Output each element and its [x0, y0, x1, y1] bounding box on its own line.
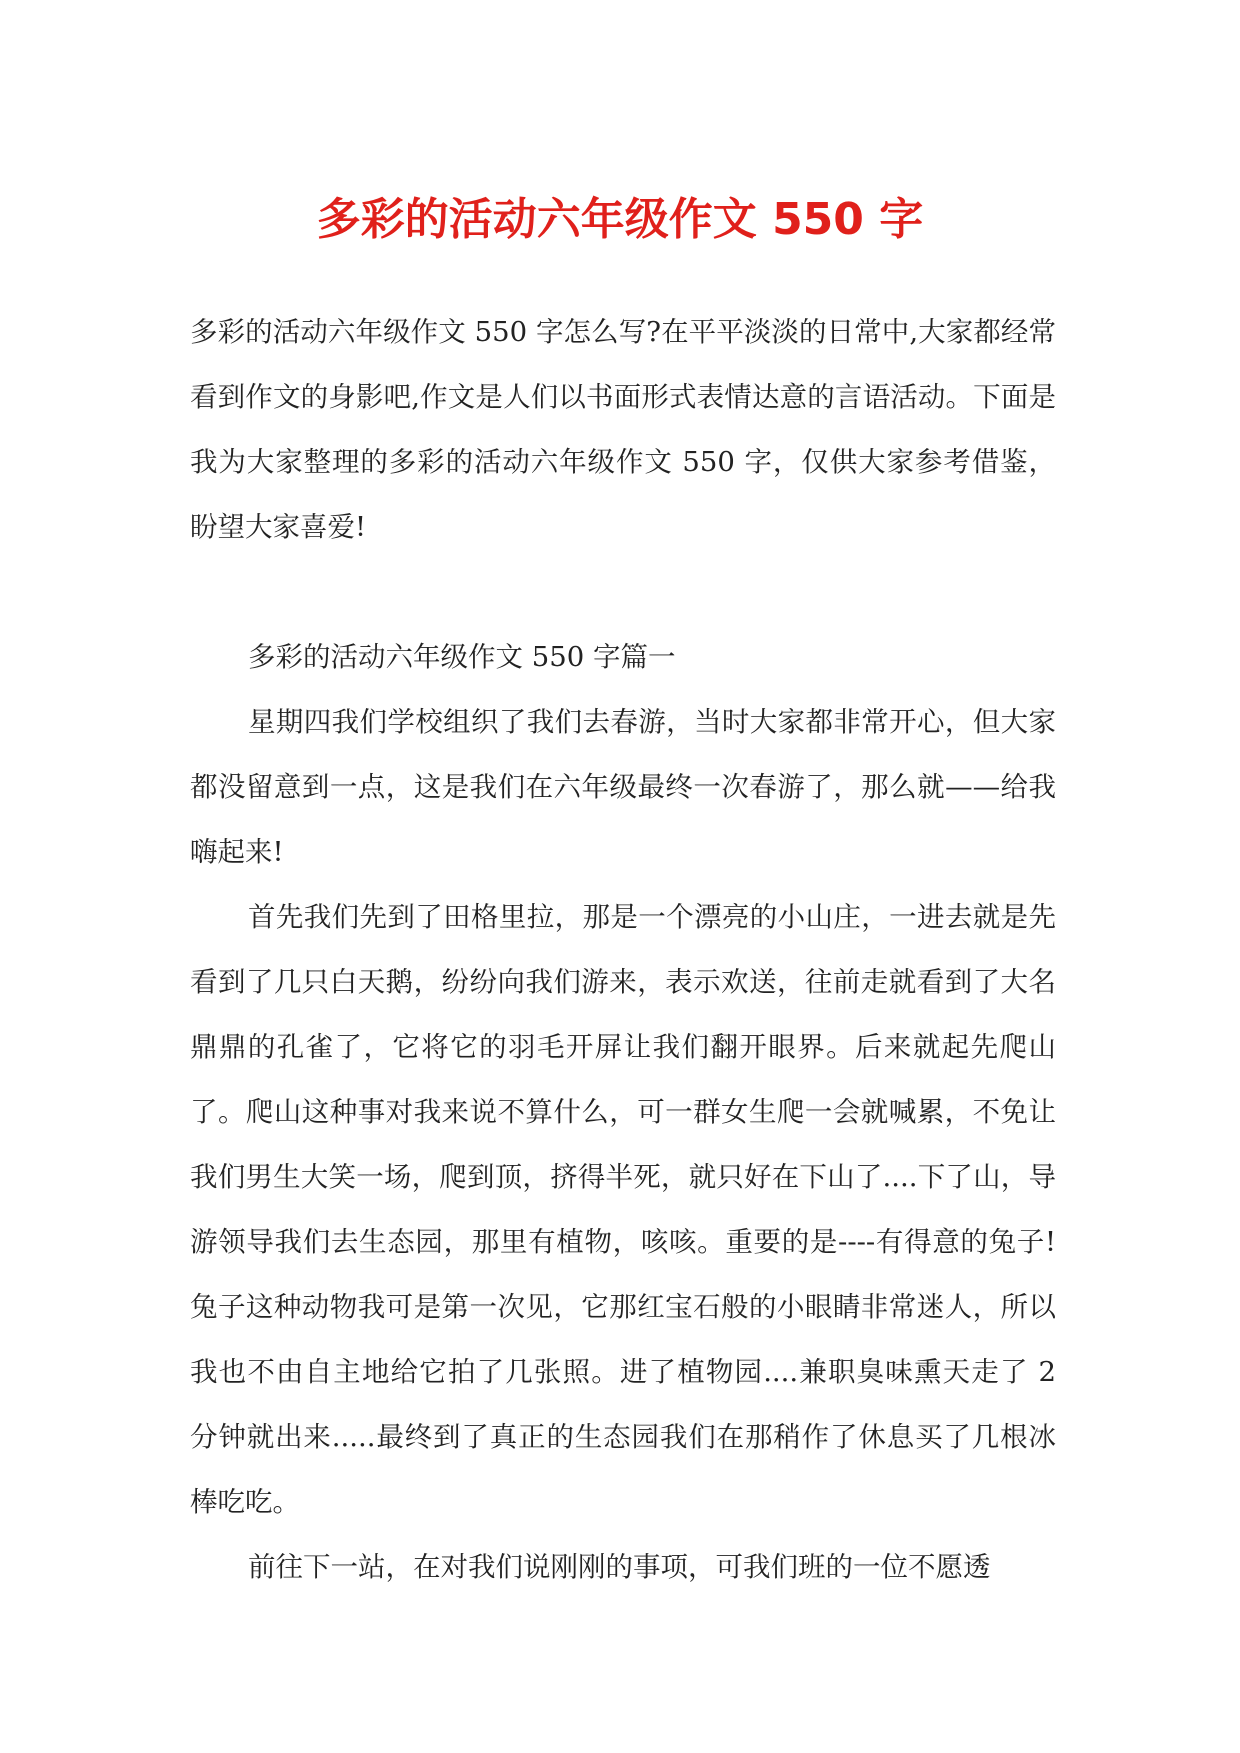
section-heading: 多彩的活动六年级作文 550 字篇一	[248, 641, 676, 673]
intro-paragraph: 多彩的活动六年级作文 550 字怎么写?在平平淡淡的日常中,大家都经常看到作文的身影吧,作文是人们以书面形式表情达意的言语活动。下面是我为大家整理的多彩的活动六年级作文 550 字，仅供大家参考借鉴，盼望大家喜爱!	[190, 316, 1056, 543]
document-title: 多彩的活动六年级作文 550 字	[316, 194, 924, 245]
article-paragraph-3: 前往下一站，在对我们说刚刚的事项，可我们班的一位不愿透	[248, 1551, 991, 1583]
article-paragraph-2: 首先我们先到了田格里拉，那是一个漂亮的小山庄，一进去就是先看到了几只白天鹅，纷纷向我们游来，表示欢送，往前走就看到了大名鼎鼎的孔雀了，它将它的羽毛开屏让我们翻开眼界。后来就起先爬山了。爬山这种事对我来说不算什么，可一群女生爬一会就喊累，不免让我们男生大笑一场，爬到顶，挤得半死，就只好在下山了....下了山，导游领导我们去生态园，那里有植物，咳咳。重要的是----有得意的兔子!兔子这种动物我可是第一次见，它那红宝石般的小眼睛非常迷人，所以我也不由自主地给它拍了几张照。进了植物园....兼职臭味熏天走了 2 分钟就出来.....最终到了真正的生态园我们在那稍作了休息买了几根冰棒吃吃。	[190, 901, 1056, 1518]
article-block	[190, 625, 1056, 1600]
article-paragraph-1: 星期四我们学校组织了我们去春游，当时大家都非常开心，但大家都没留意到一点，这是我们在六年级最终一次春游了，那么就——给我嗨起来!	[190, 706, 1056, 868]
intro-block	[190, 300, 1056, 560]
